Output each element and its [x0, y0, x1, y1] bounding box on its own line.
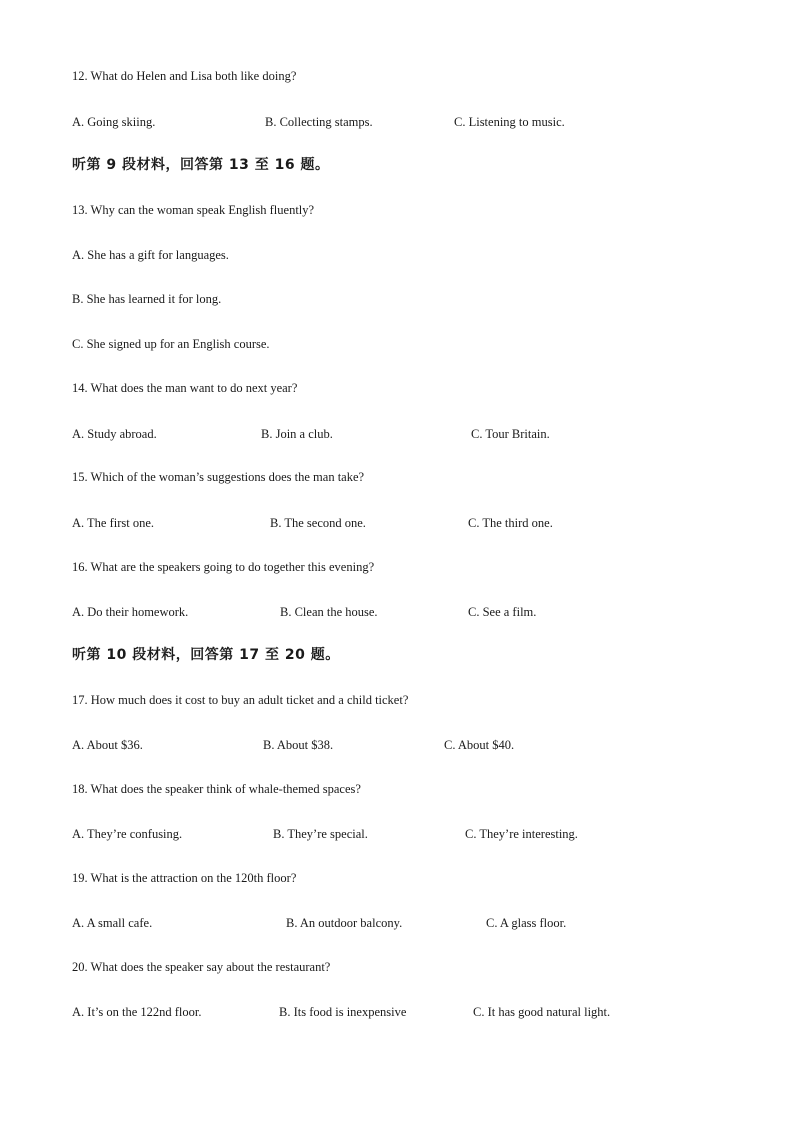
- question-19-option-b: B. An outdoor balcony.: [286, 916, 403, 930]
- question-19-stem: 19. What is the attraction on the 120th floor?: [72, 871, 297, 885]
- question-20-option-b: B. Its food is inexpensive: [279, 1005, 407, 1019]
- question-18-option-a: A. They’re confusing.: [72, 827, 183, 841]
- question-13-option-c: C. She signed up for an English course.: [72, 337, 270, 351]
- question-20-option-a: A. It’s on the 122nd floor.: [72, 1005, 202, 1019]
- question-19-option-a: A. A small cafe.: [72, 916, 153, 930]
- section-10-heading: 听第 10 段材料，回答第 17 至 20 题。: [72, 647, 340, 663]
- question-15-option-b: B. The second one.: [270, 516, 366, 530]
- question-15-option-a: A. The first one.: [72, 516, 155, 530]
- question-15-stem: 15. Which of the woman’s suggestions does the man take?: [72, 470, 365, 484]
- question-19-option-c: C. A glass floor.: [486, 916, 567, 930]
- question-16-option-b: B. Clean the house.: [280, 605, 378, 619]
- question-17-option-b: B. About $38.: [263, 738, 334, 752]
- question-18-stem: 18. What does the speaker think of whale-themed spaces?: [72, 782, 361, 796]
- question-15-option-c: C. The third one.: [468, 516, 553, 530]
- question-16-option-c: C. See a film.: [468, 605, 537, 619]
- question-17-option-a: A. About $36.: [72, 738, 143, 752]
- question-18-option-c: C. They’re interesting.: [465, 827, 578, 841]
- question-14-option-b: B. Join a club.: [261, 427, 333, 441]
- question-17-stem: 17. How much does it cost to buy an adult ticket and a child ticket?: [72, 693, 409, 707]
- question-12-option-c: C. Listening to music.: [454, 115, 565, 129]
- question-20-option-c: C. It has good natural light.: [473, 1005, 611, 1019]
- section-9-heading: 听第 9 段材料，回答第 13 至 16 题。: [72, 157, 330, 173]
- question-14-option-a: A. Study abroad.: [72, 427, 157, 441]
- question-12-stem: 12. What do Helen and Lisa both like doing?: [72, 69, 297, 83]
- question-18-option-b: B. They’re special.: [273, 827, 368, 841]
- question-12-option-b: B. Collecting stamps.: [265, 115, 373, 129]
- question-16-stem: 16. What are the speakers going to do together this evening?: [72, 560, 375, 574]
- question-13-option-b: B. She has learned it for long.: [72, 292, 222, 306]
- question-14-stem: 14. What does the man want to do next year?: [72, 381, 298, 395]
- question-17-option-c: C. About $40.: [444, 738, 515, 752]
- question-13-option-a: A. She has a gift for languages.: [72, 248, 229, 262]
- question-12-option-a: A. Going skiing.: [72, 115, 156, 129]
- question-14-option-c: C. Tour Britain.: [471, 427, 550, 441]
- question-20-stem: 20. What does the speaker say about the restaurant?: [72, 960, 331, 974]
- question-16-option-a: A. Do their homework.: [72, 605, 189, 619]
- question-13-stem: 13. Why can the woman speak English fluently?: [72, 203, 315, 217]
